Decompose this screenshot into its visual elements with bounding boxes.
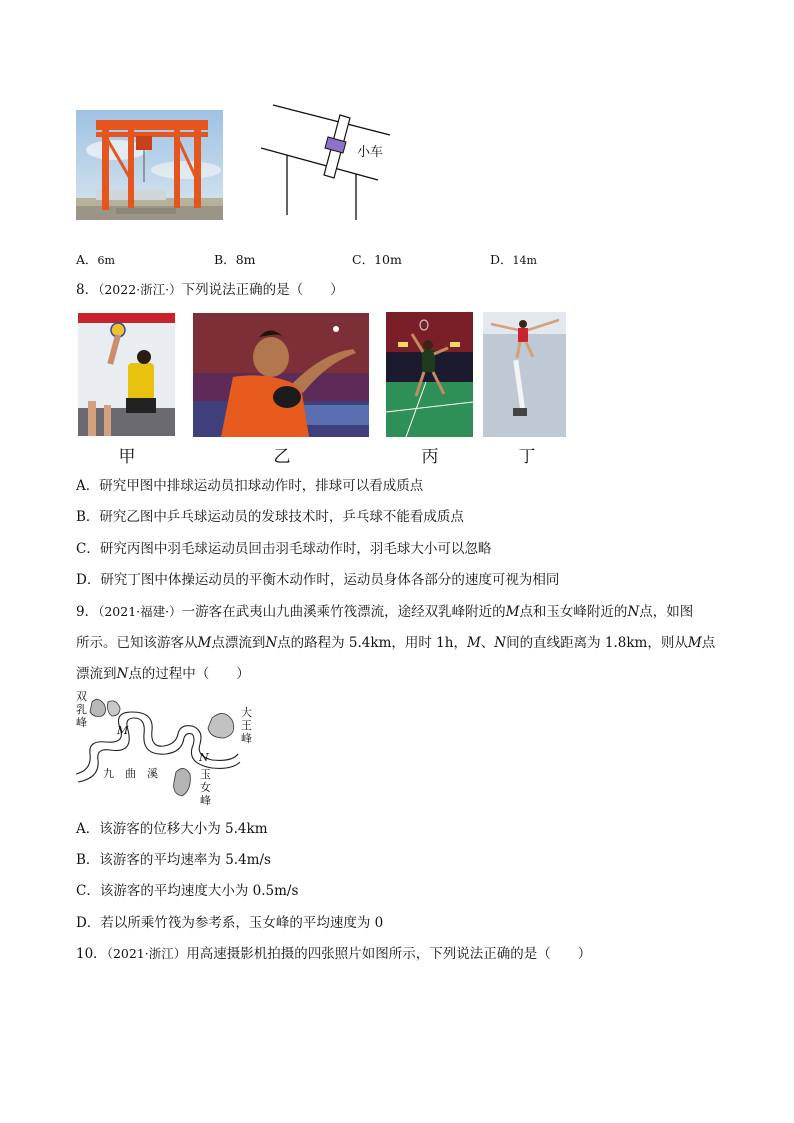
- table-tennis-photo: [193, 313, 369, 437]
- map-label-river: 九 曲 溪: [103, 767, 158, 780]
- option-a[interactable]: [76, 250, 115, 268]
- caption-jia: 甲: [118, 447, 136, 467]
- map-point-n: N: [199, 751, 209, 764]
- option-value: 8m: [235, 252, 256, 267]
- q9-stem-line2: 所示。已知该游客从M点漂流到N点的路程为 5.4km，用时 1h，M、N间的直线距离为 1.8km，则从M点: [76, 635, 716, 651]
- caption-bing: 丙: [421, 447, 439, 467]
- q9-option-a[interactable]: A．该游客的位移大小为 5.4km: [76, 821, 268, 837]
- option-letter: A．: [76, 252, 98, 267]
- option-value: 14m: [512, 254, 537, 267]
- q8-option-b[interactable]: B．研究乙图中乒乓球运动员的发球技术时，乒乓球不能看成质点: [76, 509, 464, 525]
- caption-ding: 丁: [518, 447, 536, 467]
- river-map: [72, 690, 252, 810]
- option-value: 10m: [374, 252, 402, 267]
- option-letter: B．: [214, 252, 236, 267]
- balance-beam-photo: [483, 312, 566, 437]
- gantry-crane-photo: [76, 110, 223, 220]
- q10-stem: 10．（2021·浙江）用高速摄影机拍摄的四张照片如图所示，下列说法正确的是（ ）: [76, 946, 592, 962]
- q9-stem-line1: 9．（2021·福建·）一游客在武夷山九曲溪乘竹筏漂流，途经双乳峰附近的M点和玉女峰附近的N点，如图: [76, 604, 694, 620]
- caption-yi: 乙: [273, 447, 291, 467]
- q8-option-c[interactable]: C．研究丙图中羽毛球运动员回击羽毛球动作时，羽毛球大小可以忽略: [76, 541, 492, 557]
- q8-option-d[interactable]: D．研究丁图中体操运动员的平衡木动作时，运动员身体各部分的速度可视为相同: [76, 572, 560, 588]
- badminton-photo: [386, 312, 473, 437]
- q9-stem-line3: 漂流到N点的过程中（ ）: [76, 666, 250, 682]
- option-c[interactable]: [352, 250, 402, 268]
- map-point-m: M: [117, 724, 129, 737]
- crane-diagram: [258, 100, 408, 220]
- option-d[interactable]: [490, 250, 537, 268]
- q8-option-a[interactable]: A．研究甲图中排球运动员扣球动作时，排球可以看成质点: [76, 478, 424, 494]
- q9-option-d[interactable]: D．若以所乘竹筏为参考系，玉女峰的平均速度为 0: [76, 915, 384, 931]
- q9-option-c[interactable]: C．该游客的平均速度大小为 0.5m/s: [76, 883, 299, 899]
- q8-stem: 8．（2022·浙江·）下列说法正确的是（ ）: [76, 282, 344, 298]
- volleyball-photo: [78, 313, 175, 436]
- option-value: 6m: [97, 254, 115, 267]
- q9-option-b[interactable]: B．该游客的平均速率为 5.4m/s: [76, 852, 271, 868]
- option-letter: D．: [490, 252, 513, 267]
- option-b[interactable]: [214, 250, 256, 268]
- option-letter: C．: [352, 252, 375, 267]
- cart-label: 小车: [357, 145, 384, 160]
- map-label-yunv: 玉 女 峰: [200, 768, 211, 807]
- map-label-dawang: 大 王 峰: [241, 706, 252, 745]
- map-label-shuangru: 双 乳 峰: [76, 690, 87, 729]
